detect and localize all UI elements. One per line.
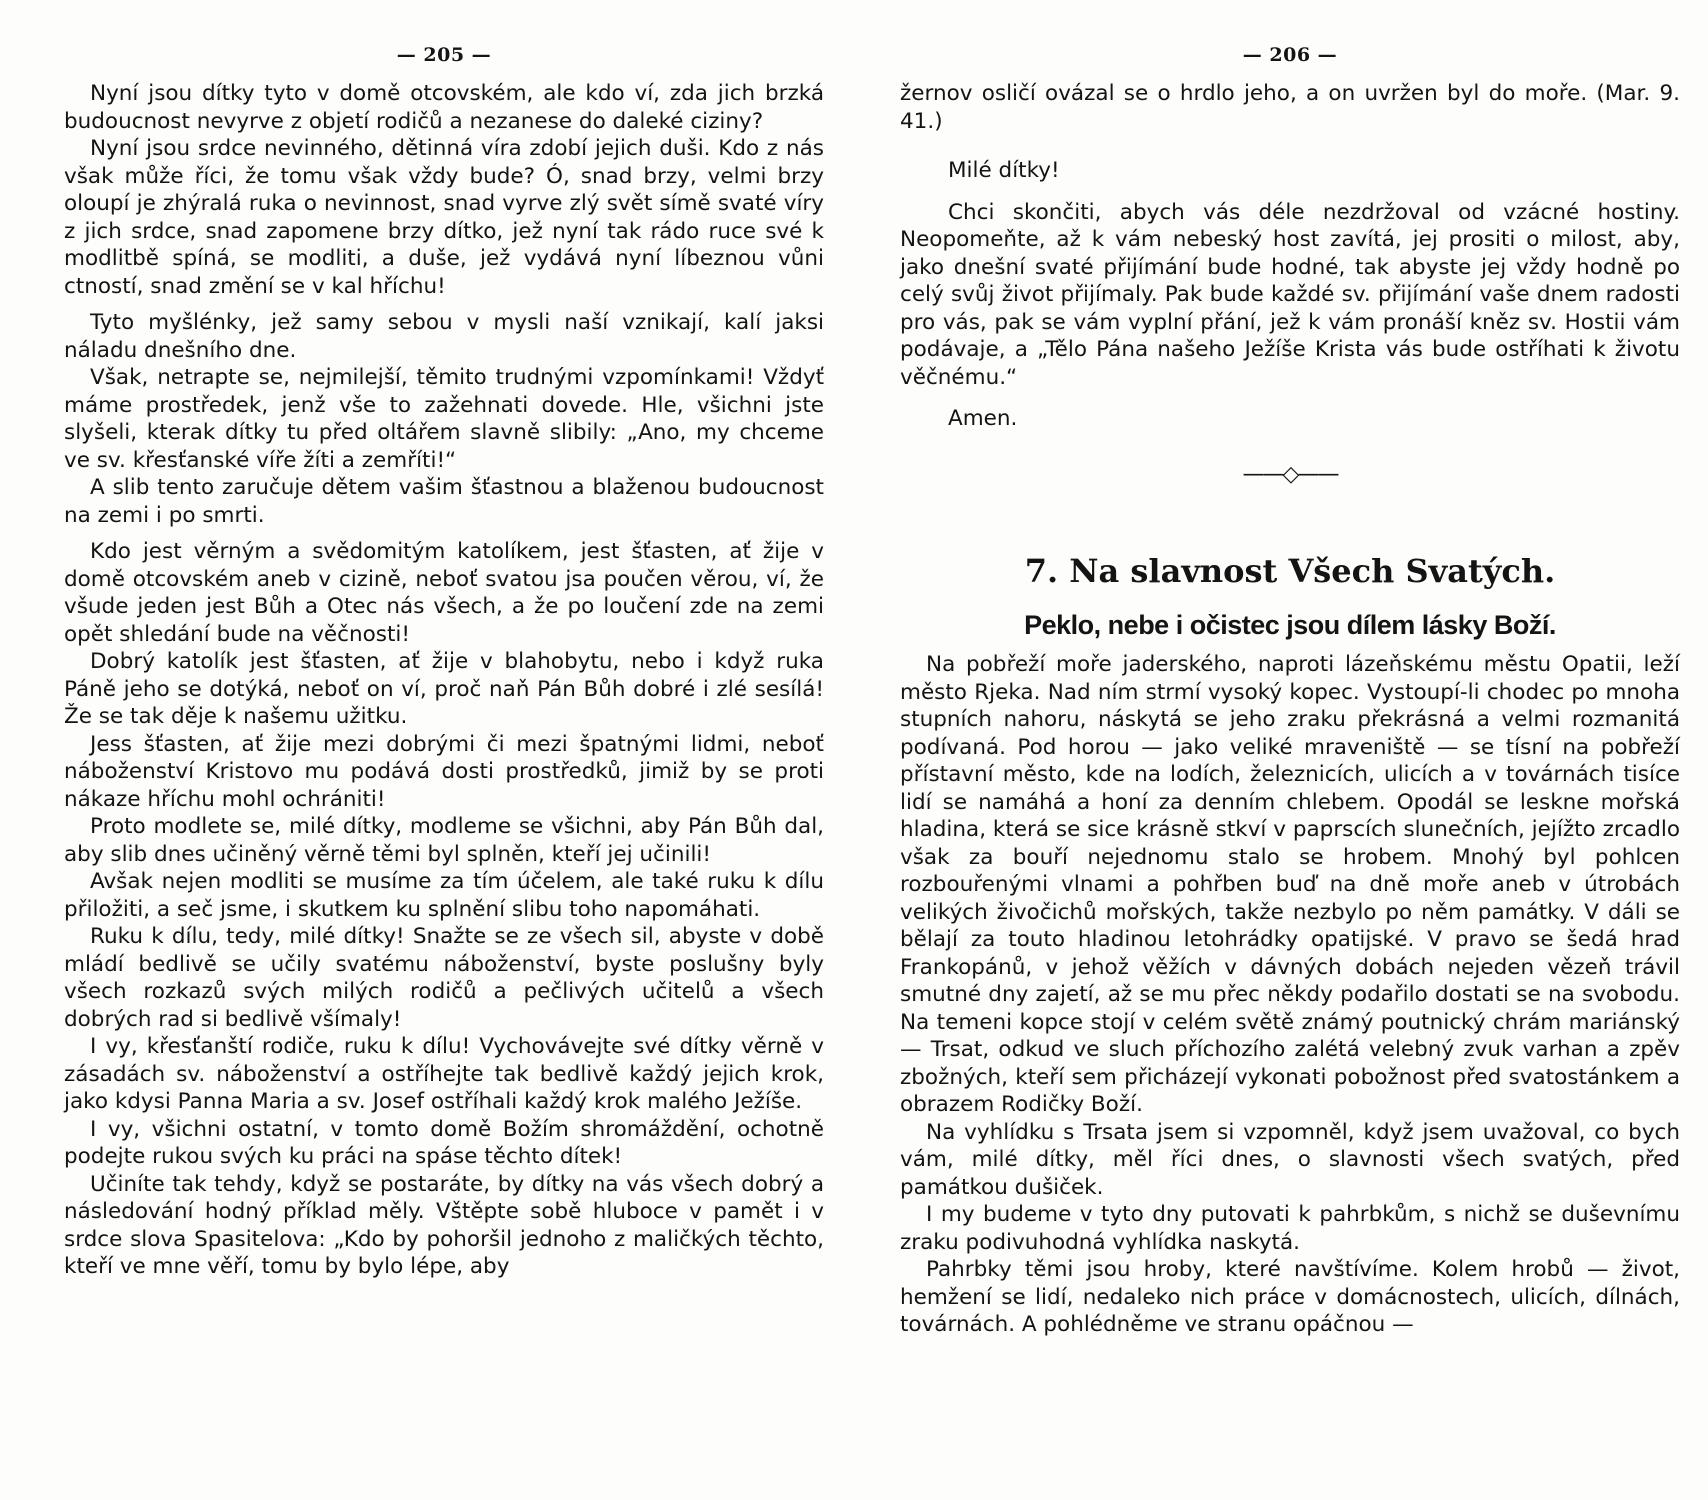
left-page (64, 0, 824, 1500)
paragraph: Jess šťasten, ať žije mezi dobrými či mezi špatnými lidmi, neboť náboženství Kristovo mu podává dosti prostředků, jimiž by se proti nákaze hříchu mohl ochrániti! (64, 731, 824, 812)
paragraph: Nyní jsou srdce nevinného, dětinná víra zdobí jejich duši. Kdo z nás však může říci, že tomu však vždy bude? Ó, snad brzy, velmi brzy oloupí je zhýralá ruka o nevinnost, snad vyrve zlý svět símě svaté víry z jich srdce, snad zapomene brzy dítko, jež nyní tak rádo ruce své k modlitbě spíná, se modliti, a duše, jež vydává nyní líbeznou vůni ctností, snad změní se v kal hříchu! (64, 136, 824, 299)
paragraph: Chci skončiti, abych vás déle nezdržoval od vzácné hostiny. Neopomeňte, až k vám nebeský host zavítá, jej prositi o milost, aby, jako dnešní svaté přijímání bude hodné, tak abyste jej vždy hodně po celý svůj život přijímaly. Pak bude každé sv. přijímání vaše dnem radosti pro vás, pak se vám vyplní přání, jež k vám pronáší kněz sv. Hostii vám podávaje, a „Tělo Pána našeho Ježíše Krista vás bude ostříhati k životu věčnému.“ (900, 199, 1680, 390)
paragraph: Kdo jest věrným a svědomitým katolíkem, jest šťasten, ať žije v domě otcovském aneb v cizině, neboť svatou jsa poučen věrou, ví, že všude jeden jest Bůh a Otec nás všech, a že po loučení zde na zemi opět shledání bude na věčnosti! (64, 539, 824, 647)
paragraph: Učiníte tak tehdy, když se postaráte, by dítky na vás všech dobrý a následování hodný příklad měly. Vštěpte sobě hluboce v pamět i v srdce slova Spasitelova: „Kdo by pohoršil jednoho z maličkých těchto, kteří ve mne věří, tomu by bylo lépe, aby (64, 1171, 824, 1279)
paragraph: Na vyhlídku s Trsata jsem si vzpomněl, když jsem uvažoval, co bych vám, milé dítky, měl říci dnes, o slavnosti všech svatých, před památkou dušiček. (900, 1119, 1680, 1200)
section-divider: ——◇—— (1242, 461, 1338, 487)
paragraph: žernov osličí ovázal se o hrdlo jeho, a on uvržen byl do moře. (Mar. 9. 41.) (900, 81, 1680, 134)
page-text (64, 80, 824, 1281)
paragraph: Ruku k dílu, tedy, milé dítky! Snažte se ze všech sil, abyste v době mládí bedlivě se učily svatému náboženství, byste poslušny byly všech rozkazů svých milých rodičů a pečlivých učitelů a všech dobrých rad si bedlivě všímaly! (64, 924, 824, 1032)
paragraph: Však, netrapte se, nejmilejší, těmito trudnými vzpomínkami! Vždyť máme prostředek, jenž vše to zažehnati dovede. Hle, všichni jste slyšeli, kterak dítky tu před oltářem slavně slibily: „Ano, my chceme ve sv. křesťanské víře žíti a zemříti!“ (64, 365, 824, 473)
chapter-subtitle: Peklo, nebe i očistec jsou dílem lásky Boží. (1024, 609, 1556, 640)
paragraph: I vy, křesťanští rodiče, ruku k dílu! Vychovávejte své dítky věrně v zásadách sv. náboženství a ostříhejte tak bedlivě každý jejich krok, jako kdysi Panna Maria a sv. Josef ostříhali každý krok malého Ježíše. (64, 1034, 824, 1114)
paragraph: Pahrbky těmi jsou hroby, které navštívíme. Kolem hrobů — život, hemžení se lidí, nedaleko nich práce v domácnostech, ulicích, dílnách, továrnách. A pohlédněme ve stranu opáčnou — (900, 1257, 1680, 1337)
salutation: Milé dítky! (948, 158, 1060, 183)
page-number: — 206 — (1242, 44, 1338, 66)
paragraph: Na pobřeží moře jaderského, naproti lázeňskému městu Opatii, leží město Rjeka. Nad ním strmí vysoký kopec. Vystoupí-li chodec po mnoha stupních nahoru, náskytá se jeho zraku překrásná a velmi rozmanitá podívaná. Pod horou — jako veliké mraveniště — se tísní na pobřeží přístavní město, kde na lodích, železnicích, ulicích a v továrnách tisíce lidí se namáhá a honí za denním chlebem. Opodál se leskne mořská hladina, která se sice krásně stkví v paprscích slunečních, jejížto zrcadlo však za bouří nejednomu stalo se hrobem. Mnohý byl pohlcen rozbouřenými vlnami a pohřben buď na dně moře aneb v útrobách velikých živočichů mořských, takže nezbylo po něm památky. V dáli se bělají za touto hladinou letohrádky opatijské. V pravo se šedá hrad Frankopánů, v jehož věžích v dávných dobách nejeden vězeň trávil smutné dny zajetí, až se mu přec někdy podařilo dostati se na svobodu. Na temeni kopce stojí v celém světě známý poutnický chrám mariánský — Trsat, odkud ve sluch příchozího zalétá velebný zvuk varhan a zpěv zbožných, kteří sem přicházejí vykonati pobožnost před svatostánkem a obrazem Rodičky Boží. (900, 652, 1680, 1117)
paragraph: I vy, všichni ostatní, v tomto domě Božím shromáždění, ochotně podejte rukou svých ku práci na spáse těchto dítek! (64, 1116, 824, 1169)
page-number: — 205 — (396, 44, 492, 66)
closing: Amen. (948, 406, 1018, 431)
paragraph: A slib tento zaručuje dětem vašim šťastnou a blaženou budoucnost na zemi i po smrti. (64, 475, 824, 528)
paragraph: Nyní jsou dítky tyto v domě otcovském, ale kdo ví, zda jich brzká budoucnost nevyrve z objetí rodičů a nezanese do daleké ciziny? (64, 81, 824, 134)
chapter-title: 7. Na slavnost Všech Svatých. (1024, 552, 1556, 590)
paragraph: I my budeme v tyto dny putovati k pahrbkům, s nichž se duševnímu zraku podivuhodná vyhlídka naskytá. (900, 1202, 1680, 1255)
paragraph: Avšak nejen modliti se musíme za tím účelem, ale také ruku k dílu přiložiti, a seč jsme, i skutkem ku splnění slibu toho napomáhati. (64, 869, 824, 922)
paragraph: Dobrý katolík jest šťasten, ať žije v blahobytu, nebo i když ruka Páně jeho se dotýká, neboť on ví, proč naň Pán Bůh dobré i zlé sesílá! Že se tak děje k našemu užitku. (64, 649, 824, 729)
paragraph: Tyto myšlénky, jež samy sebou v mysli naší vznikají, kalí jaksi náladu dnešního dne. (64, 310, 824, 363)
page-text (900, 80, 1680, 1339)
paragraph: Proto modlete se, milé dítky, modleme se všichni, aby Pán Bůh dal, aby slib dnes učiněný věrně těmi byl splněn, kteří jej učinili! (64, 814, 824, 867)
right-page (900, 0, 1680, 1500)
